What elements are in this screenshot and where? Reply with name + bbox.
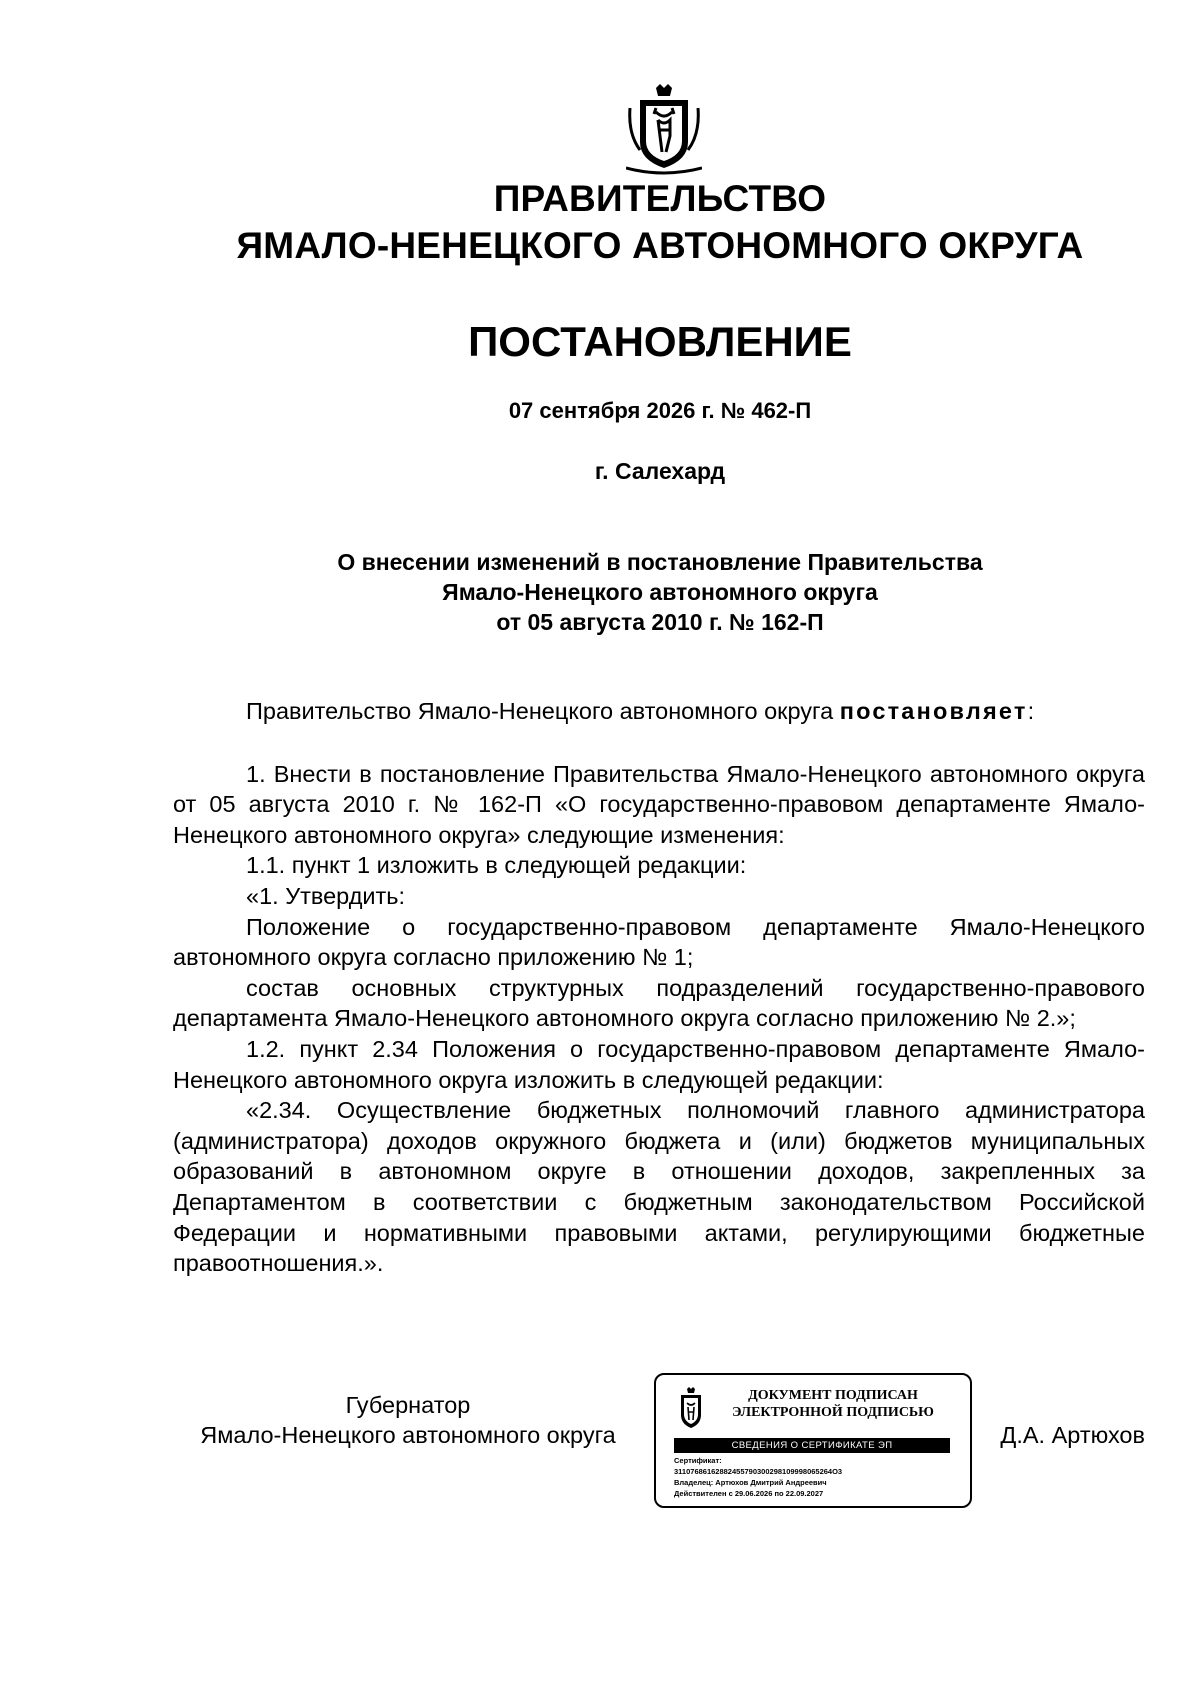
body-paragraph: 1.1. пункт 1 изложить в следующей редакции: xyxy=(246,852,747,879)
government-title-line2: ЯМАЛО-НЕНЕЦКОГО АВТОНОМНОГО ОКРУГА xyxy=(236,225,1084,266)
document-subject xyxy=(0,547,1200,637)
signatory-name: Д.А. Артюхов xyxy=(1000,1422,1145,1448)
body-paragraph: «2.34. Осуществление бюджетных полномочий главного администратора (администратора) доходов окружного бюджета и (или) бюджетов муниципальных образований в автономном округе в отношении доходов, закрепленных за Департаментом в соответствии с бюджетным законодательством Российской Федерации и нормативными правовыми актами, регулирующими бюджетные правоотношения.». xyxy=(173,1097,1145,1277)
certificate-label: Сертификат: xyxy=(674,1456,722,1465)
certificate-info-bar: СВЕДЕНИЯ О СЕРТИФИКАТЕ ЭП xyxy=(674,1438,950,1453)
certificate-owner: Владелец: Артюхов Дмитрий Андреевич xyxy=(674,1478,827,1487)
certificate-number: 31107686162882455790300298109998065264O3 xyxy=(674,1467,843,1476)
body-paragraph: 1.2. пункт 2.34 Положения о государственно-правовом департаменте Ямало-Ненецкого автономного округа изложить в следующей редакции: xyxy=(173,1035,1145,1093)
stamp-title-line2: ЭЛЕКТРОННОЙ ПОДПИСЬЮ xyxy=(732,1405,934,1420)
body-paragraph: Положение о государственно-правовом департаменте Ямало-Ненецкого автономного округа согласно приложению № 1; xyxy=(173,913,1145,971)
electronic-signature-stamp xyxy=(654,1373,972,1508)
stamp-title-line1: ДОКУМЕНТ ПОДПИСАН xyxy=(748,1388,918,1403)
document-type: ПОСТАНОВЛЕНИЕ xyxy=(468,318,852,365)
document-date-number: 07 сентября 2026 г. № 462-П xyxy=(508,398,812,423)
document-body xyxy=(173,696,1145,1279)
signature-block xyxy=(0,1390,1200,1520)
body-paragraph: «1. Утвердить: xyxy=(246,882,406,909)
document-city: г. Салехард xyxy=(594,458,726,484)
intro-paragraph xyxy=(173,696,1145,727)
signatory-position-line1: Губернатор xyxy=(345,1392,471,1418)
signatory-position-line2: Ямало-Ненецкого автономного округа xyxy=(200,1422,616,1448)
certificate-validity: Действителен с 29.06.2026 по 22.09.2027 xyxy=(674,1489,824,1498)
body-paragraph: 1. Внести в постановление Правительства Ямало-Ненецкого автономного округа от 05 августа 2010 г. № 162-П «О государственно-правовом департаменте Ямало-Ненецкого автономного округа» следующие изменения: xyxy=(173,760,1145,848)
intro-end: : xyxy=(1027,698,1035,724)
intro-text: Правительство Ямало-Ненецкого автономного округа xyxy=(246,698,840,724)
government-title-line1: ПРАВИТЕЛЬСТВО xyxy=(493,178,827,219)
certificate-details xyxy=(674,1455,964,1499)
subject-line: О внесении изменений в постановление Правительства xyxy=(337,549,983,575)
coat-of-arms-emblem xyxy=(626,84,702,176)
stamp-title xyxy=(718,1387,948,1421)
subject-line: Ямало-Ненецкого автономного округа xyxy=(442,579,878,605)
body-paragraph: состав основных структурных подразделений государственно-правового департамента Ямало-Ненецкого автономного округа согласно приложению № 2.»; xyxy=(173,974,1145,1032)
subject-line: от 05 августа 2010 г. № 162-П xyxy=(496,609,824,635)
intro-bold-verb: постановляет xyxy=(839,698,1028,724)
coat-of-arms-icon xyxy=(676,1387,706,1431)
